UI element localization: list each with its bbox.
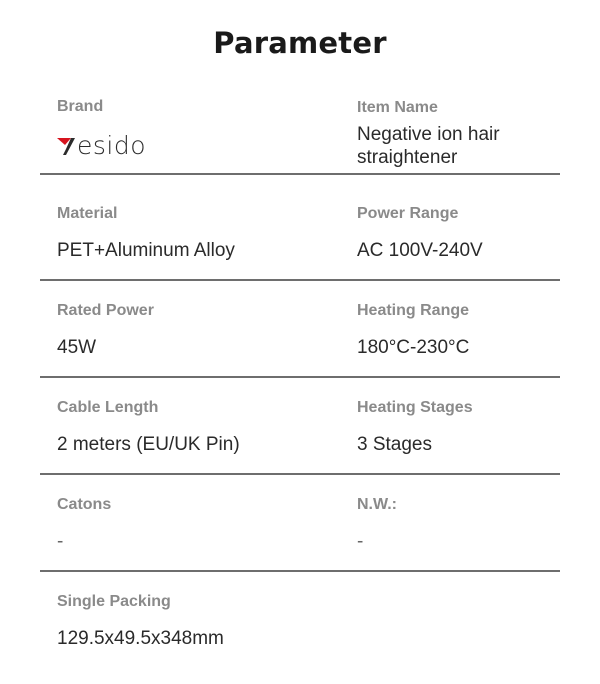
divider xyxy=(40,473,560,475)
heating-range-value: 180°C-230°C xyxy=(357,337,470,358)
rated-power-label: Rated Power xyxy=(57,302,154,319)
divider xyxy=(40,570,560,572)
power-range-value: AC 100V-240V xyxy=(357,240,483,261)
param-row-cable-length xyxy=(40,397,560,467)
power-range-label: Power Range xyxy=(357,205,459,222)
heating-range-label: Heating Range xyxy=(357,302,470,319)
single-packing-label: Single Packing xyxy=(57,593,171,610)
net-weight-label: N.W.: xyxy=(357,496,397,513)
param-row-rated-power xyxy=(40,300,560,370)
param-row-brand xyxy=(40,96,560,176)
catons-value: - xyxy=(57,531,64,552)
param-row-material xyxy=(40,203,560,273)
item-name-value-line2: straightener xyxy=(357,147,458,168)
material-value: PET+Aluminum Alloy xyxy=(57,240,235,261)
item-name-label: Item Name xyxy=(357,99,438,116)
material-label: Material xyxy=(57,205,118,222)
single-packing-value: 129.5x49.5x348mm xyxy=(57,628,224,649)
cable-length-value: 2 meters (EU/UK Pin) xyxy=(57,434,240,455)
page-title: Parameter xyxy=(213,26,387,60)
net-weight-value: - xyxy=(357,531,364,552)
param-row-single-packing xyxy=(40,591,560,661)
divider xyxy=(40,376,560,378)
item-name-value-line1: Negative ion hair xyxy=(357,124,500,145)
divider xyxy=(40,279,560,281)
rated-power-value: 45W xyxy=(57,337,97,358)
cable-length-label: Cable Length xyxy=(57,399,159,416)
heating-stages-value: 3 Stages xyxy=(357,434,432,455)
brand-logo-text: esido xyxy=(77,130,147,160)
catons-label: Catons xyxy=(57,496,112,513)
heating-stages-label: Heating Stages xyxy=(357,399,473,416)
yesido-logo-mark-icon xyxy=(57,134,79,156)
param-row-catons xyxy=(40,494,560,564)
brand-logo xyxy=(57,130,146,160)
brand-label: Brand xyxy=(57,98,104,115)
divider xyxy=(40,173,560,175)
